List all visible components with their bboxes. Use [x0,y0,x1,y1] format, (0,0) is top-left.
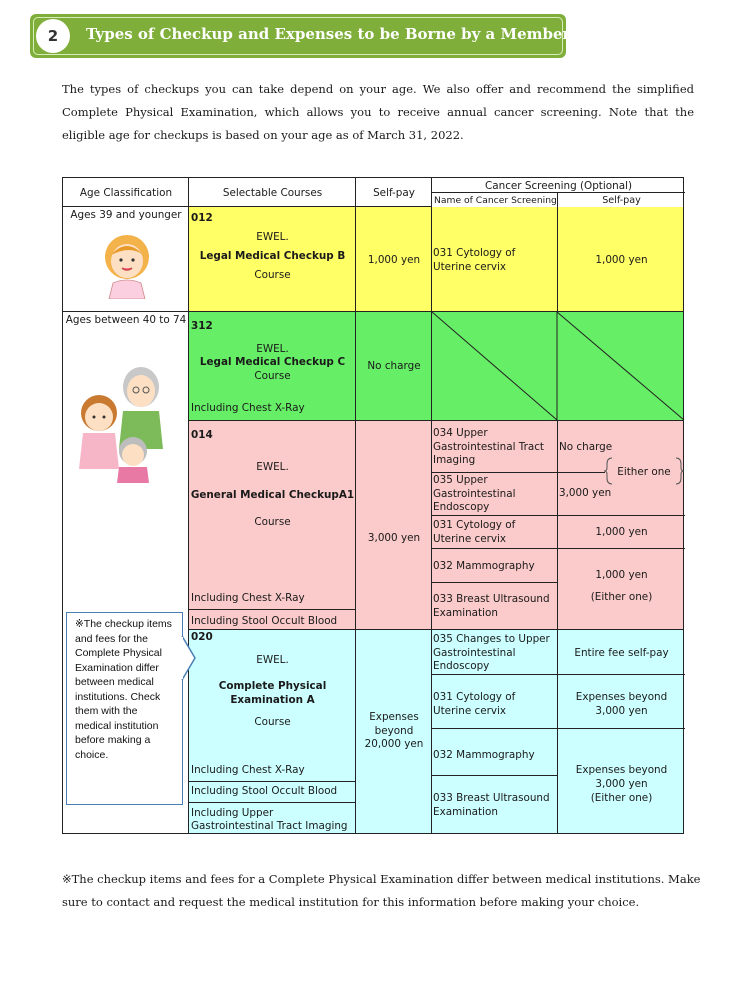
cancer-031b-name: 031 Cytology of Uterine cervix [433,519,516,545]
cancer-031c-name: 031 Cytology of Uterine cervix [433,691,516,717]
course-014-cancer-names [431,421,557,630]
cancer-035b-fee: Entire fee self-pay [574,647,669,659]
course-312-cell [188,312,355,421]
course-020-course: Course [254,716,291,728]
cancer-034-name: 034 Upper Gastrointestinal Tract Imaging [433,427,545,466]
footnote: ※The checkup items and fees for a Complete Physical Examination differ between medical institutions. Make sure to contact and request the medical institution for this information before making your choice. [62,872,701,909]
course-312-cancer-na [431,312,684,421]
course-014-brand: EWEL. [256,461,289,473]
course-020-selfpay-cell [355,630,431,834]
section-banner [30,14,571,58]
header-age-cell [62,177,188,207]
cancer-031b-fee: 1,000 yen [595,526,648,538]
header-courses-cell [188,177,355,207]
divider-034 [432,472,558,473]
intro-paragraph: The types of checkups you can take depend on your age. We also offer and recommend the simplified Complete Physical Examination, which allows you to receive annual cancer screening. Note that the eligible age for checkups is based on your age as of March 31, 2022. [62,82,694,142]
cancer-031-fee-cell [557,207,684,312]
child-illustration [101,227,153,299]
course-020-includes-ugi: Including Upper Gastrointestinal Tract Imaging [191,807,348,832]
course-020-includes-xray: Including Chest X-Ray [191,764,305,776]
cancer-032b-fee: Expenses beyond 3,000 yen [575,764,668,790]
course-020-cancer-fees [557,630,684,834]
cancer-033-name: 033 Breast Ultrasound Examination [433,593,550,619]
divider-031b [432,548,558,549]
course-012-selfpay: 1,000 yen [367,254,421,266]
section-title: Types of Checkup and Expenses to be Borne by a Member [86,25,571,43]
cancer-032b-name: 032 Mammography [433,749,535,761]
age-label-adult: Ages between 40 to 74 [65,314,187,326]
cancer-031-cell [431,207,557,312]
callout-note: ※The checkup items and fees for the Complete Physical Examination differ between medical institutions. Check them with the medical institution before making a choice. [66,612,183,805]
divider-035 [432,515,558,516]
header-divider [432,192,685,193]
age-cell-young [62,207,188,312]
header-selfpay-cell [355,177,431,207]
cancer-033b-fee: (Either one) [590,792,653,804]
course-020-divider-1 [189,781,356,782]
cancer-033-fee: (Either one) [590,591,653,603]
header-cancer-selfpay: Self-pay [602,195,641,206]
header-cancer: Cancer Screening (Optional) [484,180,633,192]
cancer-035b-name: 035 Changes to Upper Gastrointestinal Endoscopy [433,633,550,672]
header-age: Age Classification [79,187,173,199]
cancer-033b-name: 033 Breast Ultrasound Examination [433,792,550,818]
course-012-cell [188,207,355,312]
course-020-brand: EWEL. [256,654,289,666]
course-014-code: 014 [191,429,213,441]
course-014-name: General Medical CheckupA1 [190,489,355,501]
course-014-includes-xray: Including Chest X-Ray [191,592,305,604]
course-020-name: Complete Physical Examination A [218,680,327,706]
course-312-code: 312 [191,320,213,332]
course-012-code: 012 [191,212,213,224]
divider-031c [432,728,558,729]
cancer-031-fee: 1,000 yen [595,254,648,266]
cancer-031c-fee: Expenses beyond 3,000 yen [575,691,668,717]
course-020-code: 020 [191,631,213,643]
callout-pointer [181,636,197,680]
either-one-label: Either one [617,466,671,478]
fee-divider-034 [558,472,605,473]
course-312-includes: Including Chest X-Ray [191,402,305,414]
cancer-032-name: 032 Mammography [433,560,535,572]
course-020-selfpay: Expenses beyond 20,000 yen [364,711,424,750]
course-014-selfpay-cell [355,421,431,630]
course-014-selfpay: 3,000 yen [367,532,421,544]
fee-divider-031c [558,728,685,729]
divider-032 [432,582,558,583]
cancer-032-fee: 1,000 yen [595,569,648,581]
fee-divider-035 [558,515,685,516]
course-012-name: Legal Medical Checkup B [199,250,346,262]
cancer-034-fee: No charge [559,441,613,453]
course-312-course: Course [254,370,291,382]
header-cancer-cell [431,177,684,207]
cancer-035-fee: 3,000 yen [559,487,612,499]
course-014-includes-stool: Including Stool Occult Blood [191,615,338,627]
course-020-cancer-names [431,630,557,834]
header-courses: Selectable Courses [222,187,323,199]
cancer-031-name: 031 Cytology of Uterine cervix [433,247,516,273]
course-012-course: Course [254,269,291,281]
course-312-selfpay-cell [355,312,431,421]
fee-divider-035b [558,674,685,675]
course-020-divider-2 [189,802,356,803]
course-312-brand: EWEL. [256,343,289,355]
header-cancer-name: Name of Cancer Screening [434,195,557,206]
header-selfpay: Self-pay [373,187,415,199]
course-014-course: Course [254,516,291,528]
course-014-divider [189,609,356,610]
course-014-cancer-fees [557,421,684,630]
divider-035b [432,674,558,675]
section-number: 2 [36,19,70,53]
course-312-name: Legal Medical Checkup C [199,356,346,368]
course-020-cell [188,630,355,834]
course-312-selfpay: No charge [367,360,421,372]
divider-032b [432,775,558,776]
family-illustration [75,359,167,483]
not-applicable-diagonals [432,312,685,420]
course-014-cell [188,421,355,630]
age-label-young: Ages 39 and younger [70,209,182,221]
cancer-035-name: 035 Upper Gastrointestinal Endoscopy [433,474,516,513]
fee-divider-031b [558,548,685,549]
course-020-includes-stool: Including Stool Occult Blood [191,785,338,797]
course-012-selfpay-cell [355,207,431,312]
course-012-brand: EWEL. [256,231,289,243]
